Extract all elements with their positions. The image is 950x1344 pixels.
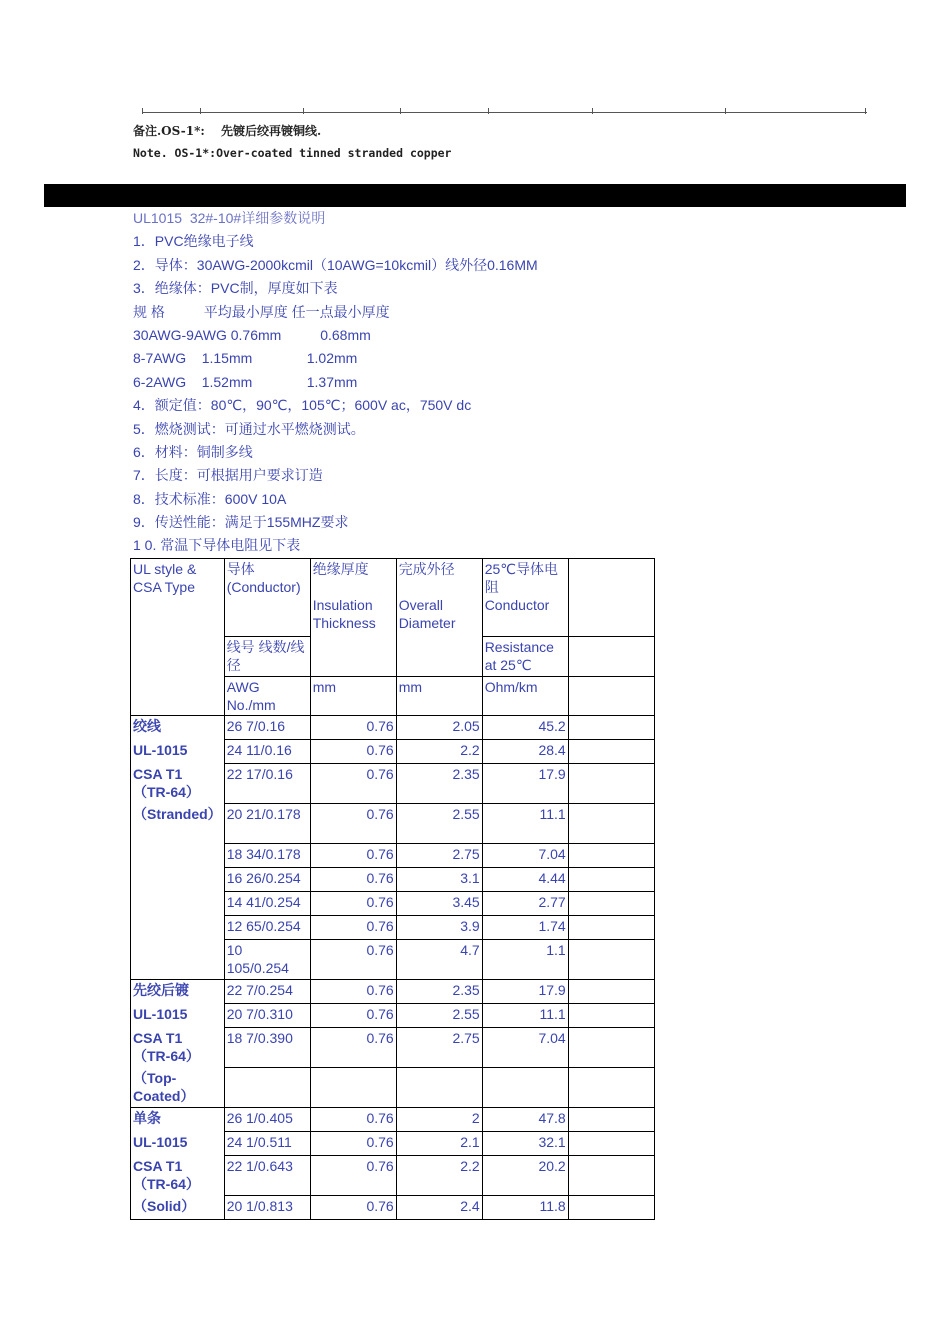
header-diameter-cn: 完成外径	[398, 561, 455, 577]
awg-cell: 18 7/0.390	[224, 1028, 310, 1068]
table-row	[131, 980, 655, 1004]
awg-cell: 22 1/0.643	[224, 1156, 310, 1196]
spec-title: UL1015 32#-10#详细参数说明	[133, 210, 326, 226]
section-divider-bar	[44, 184, 906, 207]
table-row	[131, 916, 655, 940]
group-label: UL-1015	[131, 740, 225, 764]
insulation-cell: 0.76	[310, 1132, 396, 1156]
table-row	[131, 764, 655, 804]
group-label: （Top-Coated）	[131, 1068, 225, 1108]
insulation-cell: 0.76	[310, 716, 396, 740]
spec-line: 7．长度：可根据用户要求订造	[133, 467, 323, 484]
empty-cell	[568, 916, 654, 940]
group-label: UL-1015	[131, 1132, 225, 1156]
header-unit-ohm: Ohm/km	[482, 677, 568, 716]
header-unit-mm: mm	[310, 677, 396, 716]
empty-cell	[568, 980, 654, 1004]
header-awg-cn: 线号 线数/线径	[224, 637, 310, 677]
empty-cell	[568, 1068, 654, 1108]
diameter-cell: 2.2	[396, 740, 482, 764]
insulation-cell: 0.76	[310, 804, 396, 844]
resistance-cell: 4.44	[482, 868, 568, 892]
awg-cell: 20 1/0.813	[224, 1196, 310, 1220]
awg-cell: 20 21/0.178	[224, 804, 310, 844]
empty-cell	[310, 1068, 396, 1108]
diameter-cell: 2.2	[396, 1156, 482, 1196]
awg-cell: 16 26/0.254	[224, 868, 310, 892]
resistance-cell: 11.8	[482, 1196, 568, 1220]
group-label-line: CSA T1	[133, 1029, 183, 1046]
insulation-cell: 0.76	[310, 892, 396, 916]
header-diameter	[396, 559, 482, 677]
empty-cell	[568, 716, 654, 740]
header-resistance-en2: Resistance at 25℃	[482, 637, 568, 677]
spec-line: 6．材料：铜制多线	[133, 443, 253, 460]
awg-cell: 18 34/0.178	[224, 844, 310, 868]
resistance-table	[130, 558, 655, 1220]
scan-tick	[142, 108, 143, 114]
awg-cell: 24 1/0.511	[224, 1132, 310, 1156]
insulation-cell: 0.76	[310, 1196, 396, 1220]
group-label: 单条	[131, 1108, 225, 1132]
resistance-cell: 45.2	[482, 716, 568, 740]
table-row	[131, 716, 655, 740]
group-label: UL-1015	[131, 1004, 225, 1028]
scan-tick	[488, 108, 489, 114]
resistance-cell: 11.1	[482, 804, 568, 844]
group-label-line: （TR-64）	[133, 1175, 200, 1192]
spec-line: 6-2AWG 1.52mm 1.37mm	[133, 373, 358, 390]
insulation-cell: 0.76	[310, 740, 396, 764]
header-conductor-en: (Conductor)	[226, 579, 301, 595]
table-row	[131, 1196, 655, 1220]
spec-line: 8-7AWG 1.15mm 1.02mm	[133, 350, 358, 367]
header-conductor	[224, 559, 310, 637]
insulation-cell: 0.76	[310, 916, 396, 940]
resistance-cell: 17.9	[482, 764, 568, 804]
diameter-cell: 3.45	[396, 892, 482, 916]
group-spacer	[131, 892, 225, 916]
scan-note-cn: 备注.OS-1*: 先镀后绞再镀铜线.	[133, 124, 322, 138]
spec-line: 2．导体：30AWG-2000kcmil（10AWG=10kcmil）线外径0.16MM	[133, 256, 538, 273]
diameter-cell: 2.75	[396, 1028, 482, 1068]
diameter-cell: 2	[396, 1108, 482, 1132]
empty-cell	[568, 844, 654, 868]
header-row	[131, 559, 655, 637]
group-label-line: CSA T1	[133, 1157, 183, 1174]
empty-cell	[568, 868, 654, 892]
spec-line: 5．燃烧测试：可通过水平燃烧测试。	[133, 420, 365, 437]
awg-cell: 22 17/0.16	[224, 764, 310, 804]
header-resistance	[482, 559, 568, 637]
group-spacer	[131, 868, 225, 892]
resistance-cell: 47.8	[482, 1108, 568, 1132]
empty-cell	[568, 940, 654, 980]
resistance-cell: 1.74	[482, 916, 568, 940]
awg-cell: 12 65/0.254	[224, 916, 310, 940]
spec-line: 4．额定值：80℃，90℃，105℃；600V ac，750V dc	[133, 397, 472, 414]
resistance-cell: 1.1	[482, 940, 568, 980]
empty-cell	[568, 1132, 654, 1156]
spec-line: 9．传送性能：满足于155MHZ要求	[133, 514, 349, 531]
diameter-cell: 2.55	[396, 804, 482, 844]
insulation-cell: 0.76	[310, 868, 396, 892]
insulation-cell: 0.76	[310, 1028, 396, 1068]
header-resistance-en1: Conductor	[484, 597, 550, 613]
empty-cell	[568, 892, 654, 916]
diameter-cell: 3.1	[396, 868, 482, 892]
spec-line: 3．绝缘体：PVC制，厚度如下表	[133, 280, 338, 297]
diameter-cell: 2.55	[396, 1004, 482, 1028]
header-insulation-cn: 绝缘厚度	[312, 561, 369, 577]
table-row	[131, 868, 655, 892]
table-row	[131, 1004, 655, 1028]
empty-cell	[568, 804, 654, 844]
awg-cell: 24 11/0.16	[224, 740, 310, 764]
spec-line: 1．PVC绝缘电子线	[133, 233, 254, 250]
header-diameter-en: Overall Diameter	[398, 597, 456, 631]
header-insulation-en: Insulation Thickness	[312, 597, 376, 631]
empty-cell	[568, 1108, 654, 1132]
empty-cell	[568, 740, 654, 764]
group-label: （Solid）	[131, 1196, 225, 1220]
scan-rule	[142, 112, 867, 113]
table-row	[131, 892, 655, 916]
table-row	[131, 804, 655, 844]
group-label-line: （TR-64）	[133, 783, 200, 800]
header-unit-mm: mm	[396, 677, 482, 716]
empty-cell	[568, 1196, 654, 1220]
group-label	[131, 1028, 225, 1068]
resistance-cell: 7.04	[482, 844, 568, 868]
group-spacer	[131, 916, 225, 940]
diameter-cell: 2.1	[396, 1132, 482, 1156]
table-row	[131, 1156, 655, 1196]
scanned-table-fragment	[120, 100, 880, 170]
scan-tick	[725, 108, 726, 114]
header-ul-style: UL style & CSA Type	[131, 559, 225, 716]
group-spacer	[131, 940, 225, 980]
group-label-line: （TR-64）	[133, 1047, 200, 1064]
diameter-cell: 2.4	[396, 1196, 482, 1220]
empty-cell	[482, 1068, 568, 1108]
spec-line: 规 格 平均最小厚度 任一点最小厚度	[133, 303, 390, 320]
group-spacer	[131, 844, 225, 868]
header-resistance-cn: 25℃导体电阻	[484, 561, 558, 595]
spec-line: 30AWG-9AWG 0.76mm 0.68mm	[133, 326, 371, 343]
empty-cell	[568, 1156, 654, 1196]
insulation-cell: 0.76	[310, 1108, 396, 1132]
empty-cell	[568, 1004, 654, 1028]
insulation-cell: 0.76	[310, 940, 396, 980]
table-row	[131, 844, 655, 868]
diameter-cell: 3.9	[396, 916, 482, 940]
table-row	[131, 1028, 655, 1068]
diameter-cell: 2.05	[396, 716, 482, 740]
resistance-cell: 28.4	[482, 740, 568, 764]
empty-cell	[568, 764, 654, 804]
awg-cell: 20 7/0.310	[224, 1004, 310, 1028]
awg-cell: 26 1/0.405	[224, 1108, 310, 1132]
spec-section	[133, 207, 833, 558]
insulation-cell: 0.76	[310, 1156, 396, 1196]
spec-line: 1 0. 常温下导体电阻见下表	[133, 537, 301, 554]
resistance-cell: 17.9	[482, 980, 568, 1004]
table-row	[131, 740, 655, 764]
diameter-cell: 2.35	[396, 980, 482, 1004]
scan-tick	[400, 108, 401, 114]
group-label	[131, 764, 225, 804]
awg-cell: 10 105/0.254	[224, 940, 310, 980]
awg-cell: 22 7/0.254	[224, 980, 310, 1004]
awg-cell: 14 41/0.254	[224, 892, 310, 916]
group-label: （Stranded）	[131, 804, 225, 844]
group-label	[131, 1156, 225, 1196]
empty-cell	[568, 559, 654, 637]
insulation-cell: 0.76	[310, 1004, 396, 1028]
empty-cell	[224, 1068, 310, 1108]
empty-cell	[568, 637, 654, 677]
resistance-cell: 32.1	[482, 1132, 568, 1156]
awg-cell: 26 7/0.16	[224, 716, 310, 740]
resistance-cell: 20.2	[482, 1156, 568, 1196]
resistance-cell: 11.1	[482, 1004, 568, 1028]
header-conductor-cn: 导体	[226, 561, 255, 577]
group-label: 绞线	[131, 716, 225, 740]
group-label-line: CSA T1	[133, 765, 183, 782]
diameter-cell: 2.75	[396, 844, 482, 868]
header-awg-en: AWG No./mm	[224, 677, 310, 716]
diameter-cell: 4.7	[396, 940, 482, 980]
empty-cell	[568, 677, 654, 716]
scan-tick	[592, 108, 593, 114]
empty-cell	[396, 1068, 482, 1108]
header-insulation	[310, 559, 396, 677]
table-row	[131, 1068, 655, 1108]
group-label: 先绞后镀	[131, 980, 225, 1004]
scan-tick	[865, 108, 866, 114]
table-row	[131, 940, 655, 980]
diameter-cell: 2.35	[396, 764, 482, 804]
spec-line: 8．技术标准：600V 10A	[133, 490, 287, 507]
scan-tick	[303, 108, 304, 114]
scan-tick	[200, 108, 201, 114]
scan-note-en: Note. OS-1*:Over-coated tinned stranded copper	[133, 146, 452, 160]
table-row	[131, 1108, 655, 1132]
insulation-cell: 0.76	[310, 764, 396, 804]
empty-cell	[568, 1028, 654, 1068]
insulation-cell: 0.76	[310, 980, 396, 1004]
resistance-cell: 2.77	[482, 892, 568, 916]
resistance-cell: 7.04	[482, 1028, 568, 1068]
insulation-cell: 0.76	[310, 844, 396, 868]
table-row	[131, 1132, 655, 1156]
